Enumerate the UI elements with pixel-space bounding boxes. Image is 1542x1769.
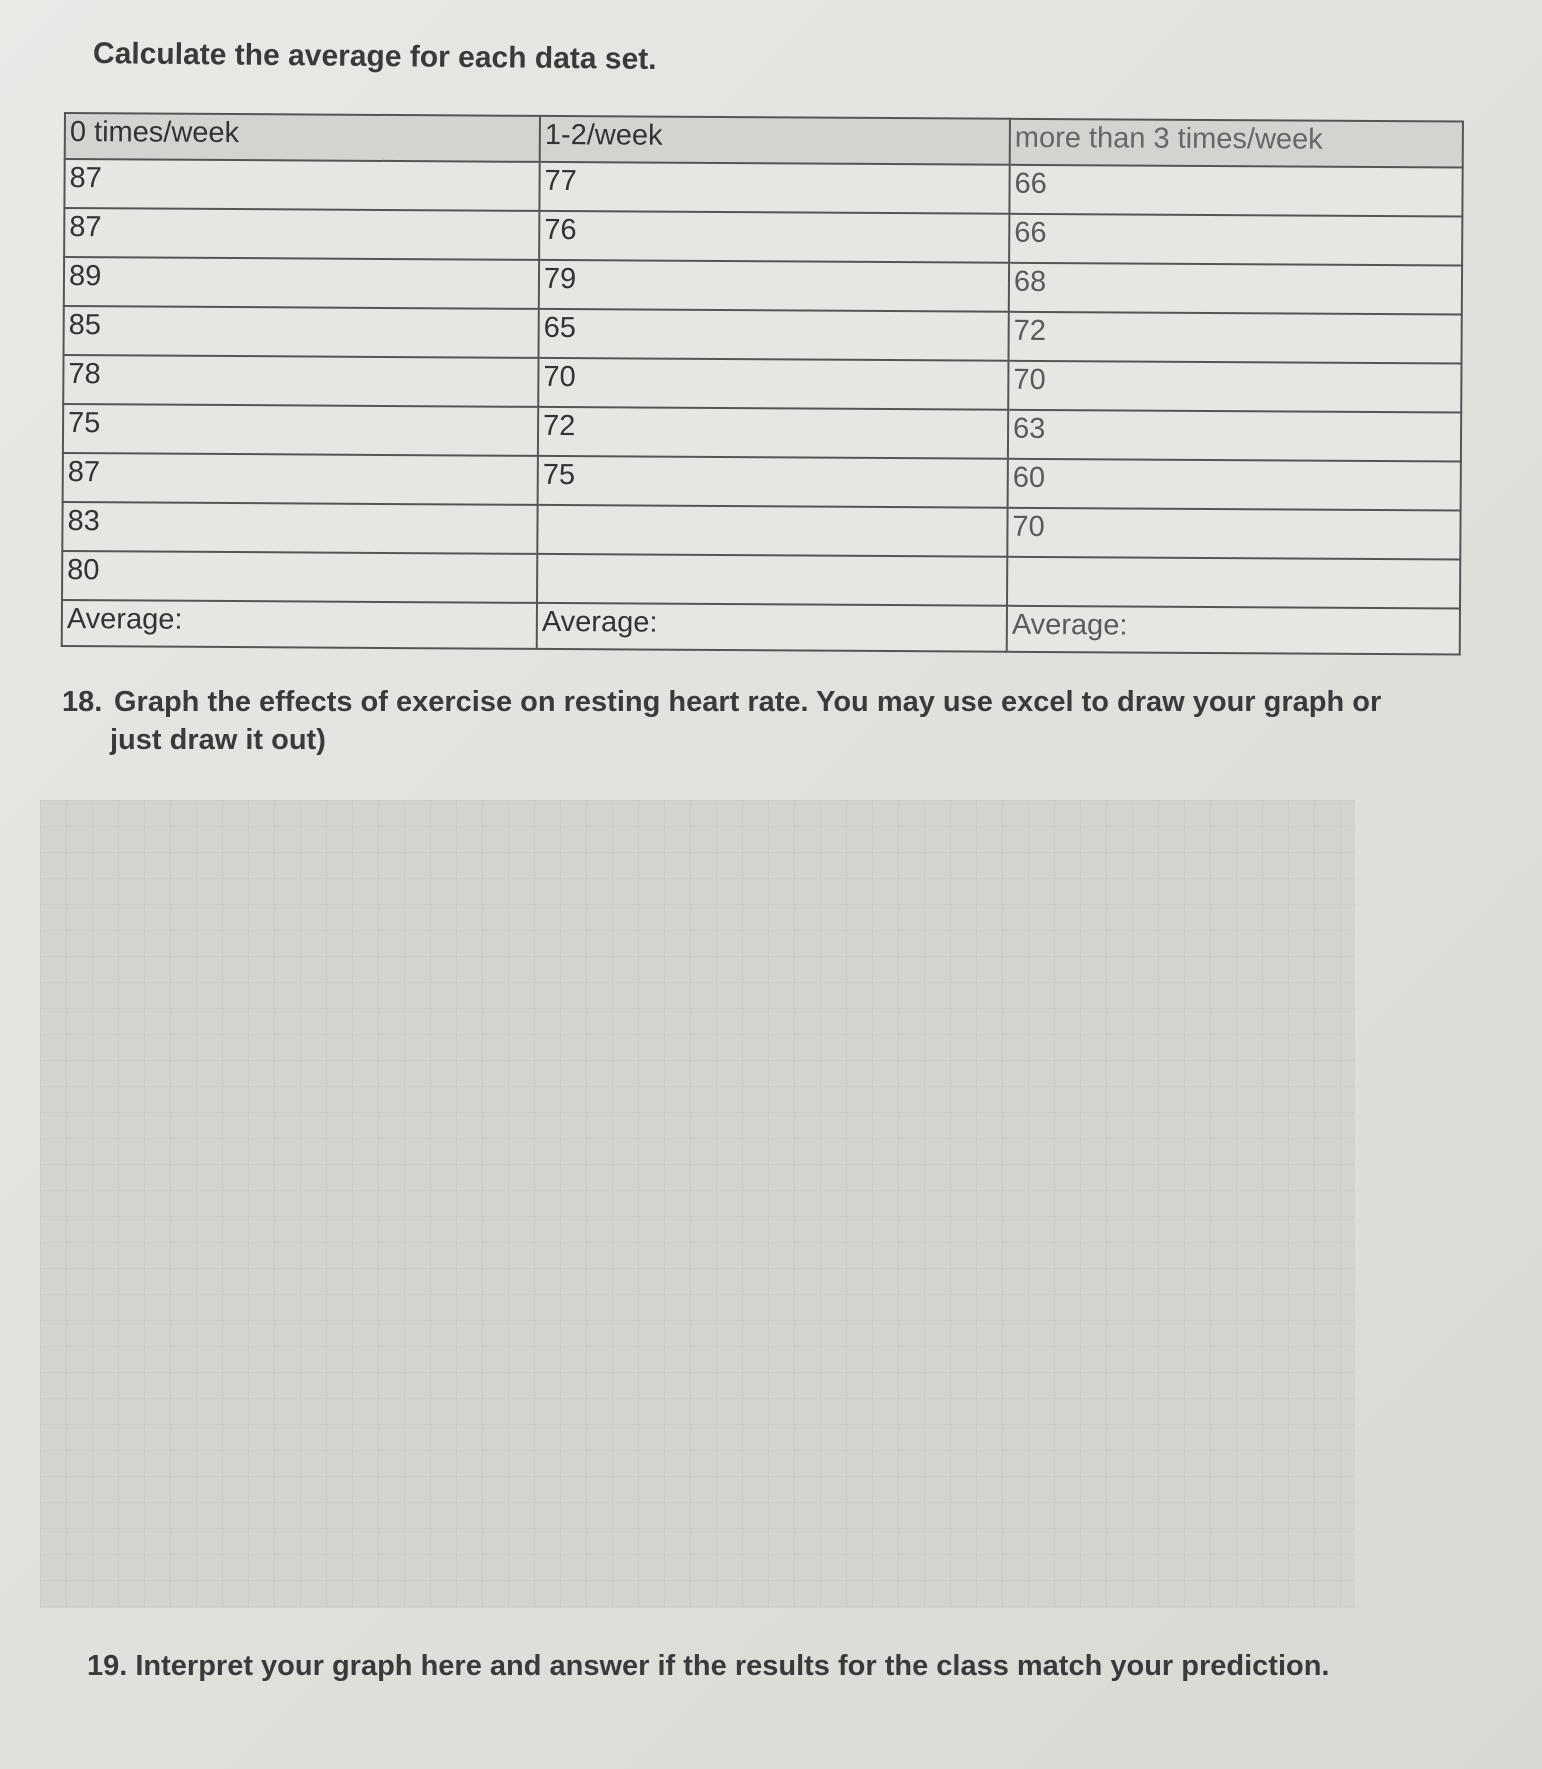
cell: 77 bbox=[539, 162, 1009, 214]
cell: 70 bbox=[538, 358, 1008, 410]
table-row bbox=[63, 453, 1461, 511]
cell: 89 bbox=[64, 257, 539, 309]
cell: 87 bbox=[64, 159, 539, 211]
cell: 78 bbox=[63, 355, 538, 407]
heart-rate-data-table bbox=[61, 112, 1464, 656]
cell bbox=[1007, 557, 1460, 609]
question-18-number: 18. bbox=[62, 686, 103, 718]
table-row bbox=[64, 306, 1462, 364]
cell: 85 bbox=[64, 306, 539, 358]
cell bbox=[537, 554, 1007, 606]
cell: 87 bbox=[63, 453, 538, 505]
average-0-times-week[interactable]: Average: bbox=[62, 600, 537, 649]
question-18-line1: Graph the effects of exercise on resting heart rate. You may use excel to draw your graph or bbox=[114, 686, 1382, 718]
table-row bbox=[62, 502, 1460, 560]
cell: 75 bbox=[63, 404, 538, 456]
cell: 87 bbox=[64, 208, 539, 260]
cell: 76 bbox=[539, 211, 1009, 263]
cell: 70 bbox=[1008, 361, 1461, 413]
cell: 75 bbox=[538, 456, 1008, 508]
question-19: 19. Interpret your graph here and answer if the results for the class match your prediction. bbox=[87, 1650, 1330, 1682]
header-1-2-week: 1-2/week bbox=[540, 116, 1010, 165]
cell bbox=[537, 505, 1007, 557]
table-row bbox=[64, 257, 1462, 315]
question-18-line2: just draw it out) bbox=[110, 724, 326, 756]
average-more-than-3-week[interactable]: Average: bbox=[1007, 606, 1460, 655]
table-row bbox=[63, 355, 1461, 413]
cell: 83 bbox=[62, 502, 537, 554]
cell: 79 bbox=[539, 260, 1009, 312]
cell: 60 bbox=[1008, 459, 1461, 511]
header-more-than-3-week: more than 3 times/week bbox=[1010, 119, 1463, 168]
cell: 68 bbox=[1009, 263, 1462, 315]
instruction-text: Calculate the average for each data set. bbox=[92, 37, 657, 76]
cell: 80 bbox=[62, 551, 537, 603]
average-1-2-week[interactable]: Average: bbox=[537, 603, 1007, 652]
cell: 72 bbox=[1008, 312, 1461, 364]
table-row bbox=[64, 159, 1462, 217]
cell: 66 bbox=[1009, 214, 1462, 266]
table-row bbox=[62, 551, 1460, 609]
cell: 72 bbox=[538, 407, 1008, 459]
graph-drawing-area[interactable] bbox=[40, 800, 1355, 1608]
table-row bbox=[64, 208, 1462, 266]
cell: 66 bbox=[1009, 165, 1462, 217]
cell: 70 bbox=[1007, 508, 1460, 560]
cell: 65 bbox=[539, 309, 1009, 361]
question-18 bbox=[62, 683, 1502, 759]
table-row bbox=[63, 404, 1461, 462]
header-0-times-week: 0 times/week bbox=[65, 113, 540, 162]
average-row bbox=[62, 600, 1460, 655]
cell: 63 bbox=[1008, 410, 1461, 462]
